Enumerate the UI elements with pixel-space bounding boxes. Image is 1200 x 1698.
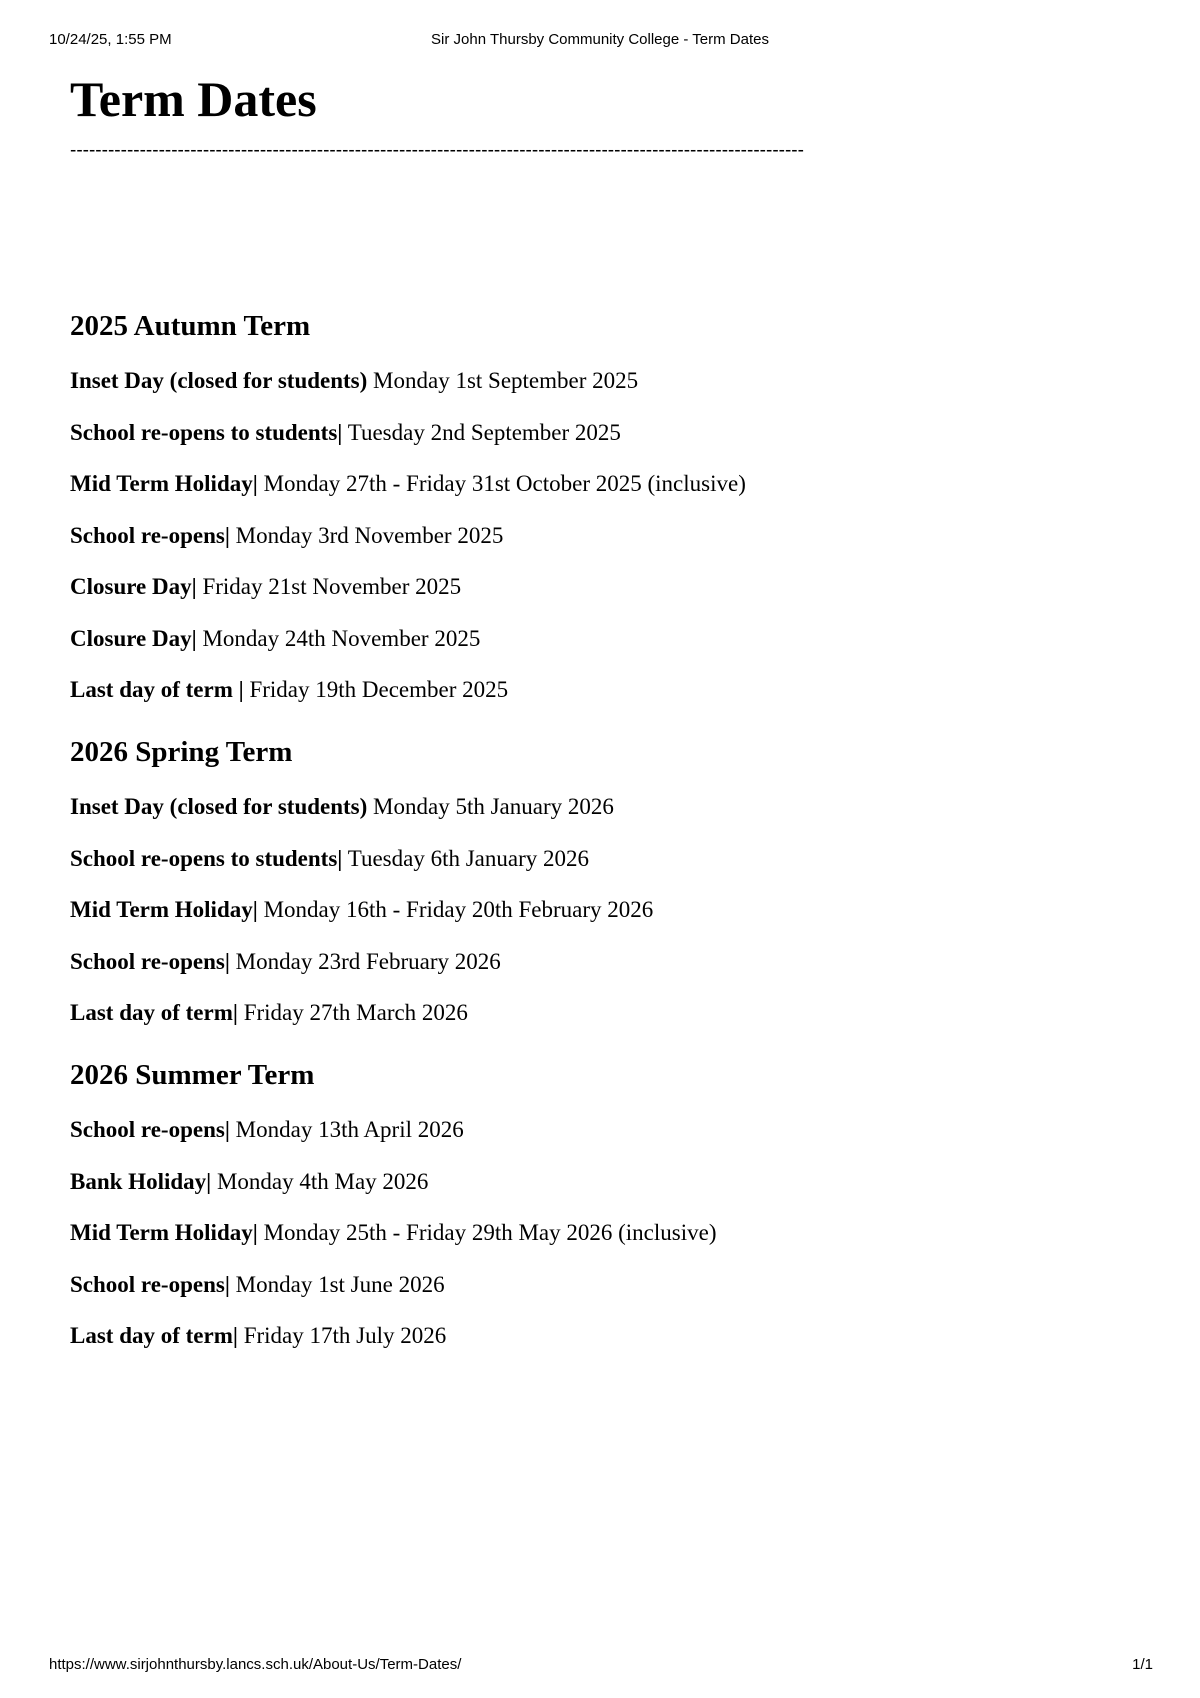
term-row [70,897,653,923]
term-row [70,1000,653,1026]
term-row-date: Monday 1st September 2025 [367,368,639,393]
term-row [70,574,746,600]
term-row [70,523,746,549]
term-row-separator: | [252,471,258,496]
term-row-separator: | [224,1117,230,1142]
term-row-label: Inset Day (closed for students) [70,794,368,819]
term-row-label: Mid Term Holiday [70,897,253,922]
term-row-separator: | [337,845,343,871]
term-row-separator: | [337,419,343,445]
print-datetime: 10/24/25, 1:55 PM [49,31,172,48]
term-row-date: Monday 4th May 2026 [211,1168,429,1194]
term-row [70,471,746,497]
term-heading: 2026 Summer Term [70,1059,315,1091]
term-row [70,794,653,820]
term-heading: 2025 Autumn Term [70,310,311,342]
term-row [70,420,746,446]
term-row-label: Inset Day (closed for students) [70,368,368,393]
term-row-separator: | [191,574,197,599]
term-row-label: School re-opens to students [70,419,338,445]
term-section-summer [70,1059,717,1375]
term-row-date: Monday 23rd February 2026 [229,948,501,974]
term-row [70,368,746,394]
print-url: https://www.sirjohnthursby.lancs.sch.uk/About-Us/Term-Dates/ [49,1656,462,1673]
term-row-label: School re-opens to students [70,845,338,871]
term-row-separator: | [238,677,244,702]
page-title: Term Dates [70,71,317,127]
term-row [70,626,746,652]
term-row [70,846,653,872]
term-row-date: Monday 13th April 2026 [229,1117,464,1142]
term-row-label: School re-opens [70,948,225,974]
print-page-number: 1/1 [1132,1656,1153,1673]
term-row-label: School re-opens [70,1271,225,1297]
term-row-label: School re-opens [70,1117,225,1142]
term-row-date: Monday 27th - Friday 31st October 2025 (inclusive) [257,471,746,496]
term-row-label: Closure Day [70,625,192,651]
term-row-date: Monday 3rd November 2025 [229,522,504,548]
term-row-separator: | [224,522,230,548]
print-page-title: Sir John Thursby Community College - Term Dates [431,31,769,48]
term-row-separator: | [232,1323,238,1348]
term-row-date: Friday 17th July 2026 [237,1323,447,1348]
term-row-date: Monday 1st June 2026 [229,1271,445,1297]
print-header [0,31,1200,51]
term-row [70,1220,717,1246]
term-row [70,1169,717,1195]
term-row-label: Mid Term Holiday [70,471,253,496]
term-row-date: Monday 24th November 2025 [196,625,481,651]
term-row-label: Closure Day [70,574,192,599]
term-section-autumn [70,310,746,729]
term-row [70,949,653,975]
term-row-date: Friday 21st November 2025 [196,574,462,599]
term-row-label: Mid Term Holiday [70,1220,253,1245]
term-row-label: School re-opens [70,522,225,548]
term-row-date: Friday 27th March 2026 [237,1000,468,1025]
term-row [70,1272,717,1298]
term-row-date: Tuesday 6th January 2026 [342,845,589,871]
term-row-date: Tuesday 2nd September 2025 [342,419,621,445]
term-row [70,1117,717,1143]
term-row-separator: | [191,625,197,651]
term-row-date: Monday 25th - Friday 29th May 2026 (inclusive) [257,1220,717,1245]
term-row-separator: | [252,1220,258,1245]
term-row-separator: | [232,1000,238,1025]
term-row-date: Monday 5th January 2026 [367,794,614,819]
term-heading: 2026 Spring Term [70,736,293,768]
term-section-spring [70,736,653,1052]
term-row-separator: | [252,897,258,922]
term-row [70,1323,717,1349]
term-row-date: Monday 16th - Friday 20th February 2026 [257,897,654,922]
term-row-separator: | [224,948,230,974]
term-row-label: Bank Holiday [70,1168,207,1194]
term-row-separator: | [224,1271,230,1297]
term-row-label: Last day of term [70,1323,233,1348]
term-row [70,677,746,703]
term-row-label: Last day of term [70,677,239,702]
print-footer [0,1656,1200,1676]
main-content [70,60,1130,1348]
divider-dashes: -------------------------------------------------------------------------------------------------------------------- [70,140,804,161]
term-row-date: Friday 19th December 2025 [243,677,509,702]
term-row-separator: | [206,1168,212,1194]
term-row-label: Last day of term [70,1000,233,1025]
